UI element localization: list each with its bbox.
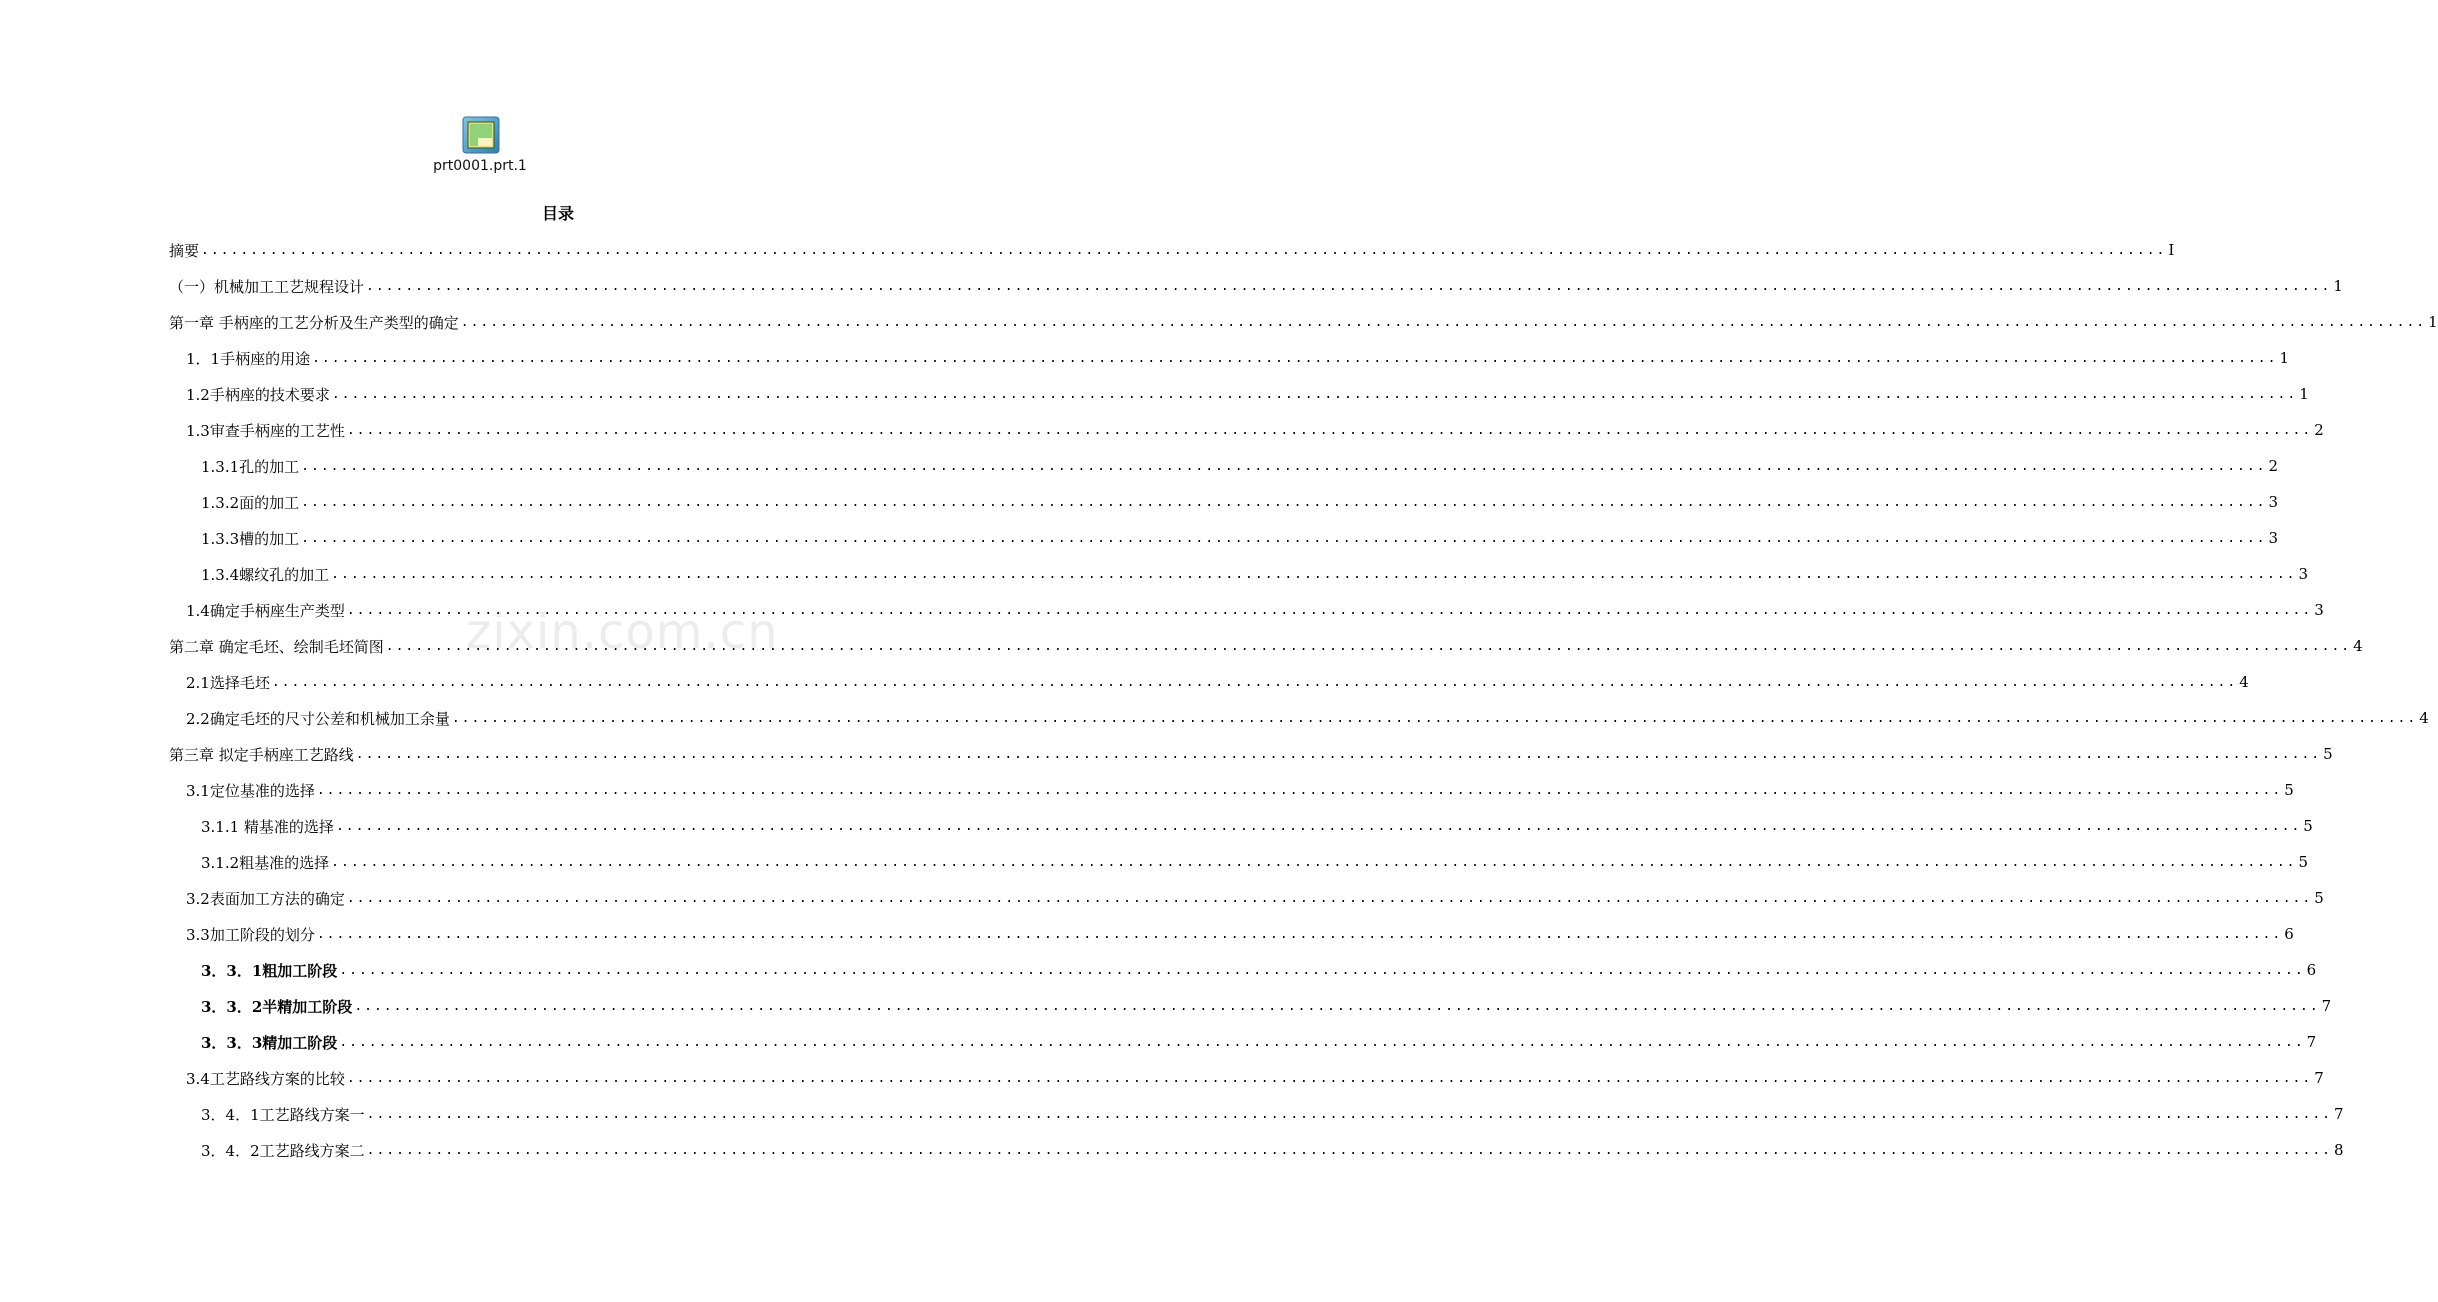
toc-entry-page: 5 [2298, 853, 2309, 871]
toc-entry-label: 2.1选择毛坯 [186, 673, 270, 692]
toc-entry-page: 7 [2306, 1033, 2317, 1051]
toc-leader-dots: ........................................................................................................................................................................................................ [355, 746, 2322, 762]
toc-entry-label: 第三章 拟定手柄座工艺路线 [169, 745, 354, 764]
toc-entry-page: 4 [2353, 637, 2363, 655]
toc-leader-dots: ........................................................................................................................................................................................................ [331, 854, 2297, 870]
toc-entry[interactable] [186, 592, 2324, 628]
toc-entry-label: 3.1.1 精基准的选择 [201, 817, 334, 836]
toc-entry-label: 1.3.2面的加工 [201, 493, 300, 512]
toc-entry-page: 2 [2268, 457, 2279, 475]
toc-entry-label: 第二章 确定毛坯、绘制毛坯简图 [169, 637, 384, 656]
toc-leader-dots: ........................................................................................................................................................................................................ [354, 998, 2320, 1014]
toc-entry-label: 1.2手柄座的技术要求 [186, 385, 330, 404]
toc-leader-dots: ........................................................................................................................................................................................................ [366, 1142, 2332, 1158]
toc-entry[interactable] [169, 628, 2363, 664]
toc-entry-label: 1.3.4螺纹孔的加工 [201, 565, 330, 584]
toc-entry-page: 2 [2314, 421, 2324, 439]
toc-leader-dots: ........................................................................................................................................................................................................ [451, 710, 2418, 726]
toc-leader-dots: ........................................................................................................................................................................................................ [385, 638, 2352, 654]
toc-entry-page: 6 [2306, 961, 2317, 979]
toc-entry-label: 3．3．2半精加工阶段 [201, 997, 353, 1016]
toc-leader-dots: ........................................................................................................................................................................................................ [331, 386, 2298, 402]
toc-entry-page: 5 [2303, 817, 2313, 835]
toc-entry[interactable] [186, 700, 2429, 736]
toc-entry[interactable] [201, 1132, 2344, 1168]
toc-entry-page: 4 [2419, 709, 2429, 727]
toc-entry-page: I [2168, 241, 2175, 259]
toc-entry-page: 6 [2284, 925, 2294, 943]
toc-entry[interactable] [201, 1024, 2317, 1060]
toc-entry[interactable] [201, 520, 2279, 556]
toc-entry[interactable] [186, 1060, 2324, 1096]
toc-entry[interactable] [201, 808, 2313, 844]
toc-entry-label: 1.4确定手柄座生产类型 [186, 601, 345, 620]
toc-entry[interactable] [201, 844, 2309, 880]
toc-entry-page: 3 [2268, 493, 2279, 511]
toc-leader-dots: ........................................................................................................................................................................................................ [201, 242, 2167, 258]
toc-entry[interactable] [169, 304, 2438, 340]
toc-entry[interactable] [201, 556, 2309, 592]
toc-entry-label: 3.4工艺路线方案的比较 [186, 1069, 345, 1088]
toc-entry-label: 摘要 [169, 241, 200, 260]
toc-entry-label: 第一章 手柄座的工艺分析及生产类型的确定 [169, 313, 459, 332]
toc-entry-label: 1.3.1孔的加工 [201, 457, 300, 476]
toc-entry-page: 1 [2428, 313, 2438, 331]
toc-entry-label: 1.3.3槽的加工 [201, 529, 300, 548]
toc-leader-dots: ........................................................................................................................................................................................................ [346, 1070, 2313, 1086]
toc-leader-dots: ........................................................................................................................................................................................................ [366, 1106, 2332, 1122]
toc-entry-page: 7 [2321, 997, 2332, 1015]
toc-entry-label: 3．4．1工艺路线方案一 [201, 1105, 365, 1124]
toc-entry-page: 5 [2314, 889, 2324, 907]
toc-entry-label: 1．1手柄座的用途 [186, 349, 311, 368]
toc-entry-page: 5 [2323, 745, 2333, 763]
toc-title: 目录 [541, 204, 574, 223]
toc-entry[interactable] [201, 988, 2332, 1024]
toc-leader-dots: ........................................................................................................................................................................................................ [316, 926, 2283, 942]
toc-leader-dots: ........................................................................................................................................................................................................ [339, 1034, 2305, 1050]
toc-entry[interactable] [201, 952, 2317, 988]
toc-entry[interactable] [169, 232, 2175, 268]
toc-entry-label: 3．3．1粗加工阶段 [201, 961, 338, 980]
toc-entry-page: 3 [2268, 529, 2279, 547]
toc-leader-dots: ........................................................................................................................................................................................................ [312, 350, 2278, 366]
toc-entry-label: 3.2表面加工方法的确定 [186, 889, 345, 908]
toc-entry[interactable] [201, 484, 2279, 520]
toc-entry-page: 1 [2333, 277, 2343, 295]
toc-entry-page: 5 [2284, 781, 2294, 799]
toc-entry-label: 2.2确定毛坯的尺寸公差和机械加工余量 [186, 709, 450, 728]
toc-entry[interactable] [186, 340, 2289, 376]
toc-entry-label: 3.3加工阶段的划分 [186, 925, 315, 944]
toc-leader-dots: ........................................................................................................................................................................................................ [301, 530, 2267, 546]
toc-entry-label: 1.3审查手柄座的工艺性 [186, 421, 345, 440]
toc-entry[interactable] [169, 736, 2333, 772]
toc-leader-dots: ........................................................................................................................................................................................................ [460, 314, 2427, 330]
toc-entry[interactable] [186, 916, 2294, 952]
toc-entry-page: 7 [2314, 1069, 2324, 1087]
toc-leader-dots: ........................................................................................................................................................................................................ [339, 962, 2305, 978]
toc-entry-page: 8 [2333, 1141, 2344, 1159]
watermark: zixin.com.cn [466, 604, 779, 660]
toc-entry-label: （一）机械加工工艺规程设计 [169, 277, 365, 296]
toc-leader-dots: ........................................................................................................................................................................................................ [316, 782, 2283, 798]
toc-leader-dots: ........................................................................................................................................................................................................ [335, 818, 2302, 834]
toc-entry[interactable] [169, 268, 2343, 304]
toc-leader-dots: ........................................................................................................................................................................................................ [346, 422, 2313, 438]
toc-entry-page: 3 [2314, 601, 2324, 619]
toc-entry-page: 3 [2298, 565, 2309, 583]
toc-leader-dots: ........................................................................................................................................................................................................ [346, 890, 2313, 906]
toc-entry[interactable] [201, 1096, 2344, 1132]
toc-entry-page: 4 [2239, 673, 2249, 691]
toc-leader-dots: ........................................................................................................................................................................................................ [366, 278, 2332, 294]
toc-entry-label: 3.1定位基准的选择 [186, 781, 315, 800]
toc-entry-page: 1 [2279, 349, 2289, 367]
toc-leader-dots: ........................................................................................................................................................................................................ [301, 458, 2267, 474]
toc-leader-dots: ........................................................................................................................................................................................................ [271, 674, 2238, 690]
toc-entry[interactable] [186, 376, 2309, 412]
toc-entry-label: 3．3．3精加工阶段 [201, 1033, 338, 1052]
toc-leader-dots: ........................................................................................................................................................................................................ [301, 494, 2267, 510]
toc-entry-label: 3．4．2工艺路线方案二 [201, 1141, 365, 1160]
toc-entry[interactable] [186, 880, 2324, 916]
toc-entry[interactable] [186, 412, 2324, 448]
toc-entry[interactable] [186, 772, 2294, 808]
part-file-icon[interactable] [462, 116, 500, 154]
file-name[interactable]: prt0001.prt.1 [433, 158, 527, 174]
toc-leader-dots: ........................................................................................................................................................................................................ [331, 566, 2297, 582]
toc-entry-page: 1 [2299, 385, 2309, 403]
toc-entry[interactable] [201, 448, 2279, 484]
toc-entry-page: 7 [2333, 1105, 2344, 1123]
toc-entry-label: 3.1.2粗基准的选择 [201, 853, 330, 872]
toc-leader-dots: ........................................................................................................................................................................................................ [346, 602, 2313, 618]
toc-entry[interactable] [186, 664, 2249, 700]
